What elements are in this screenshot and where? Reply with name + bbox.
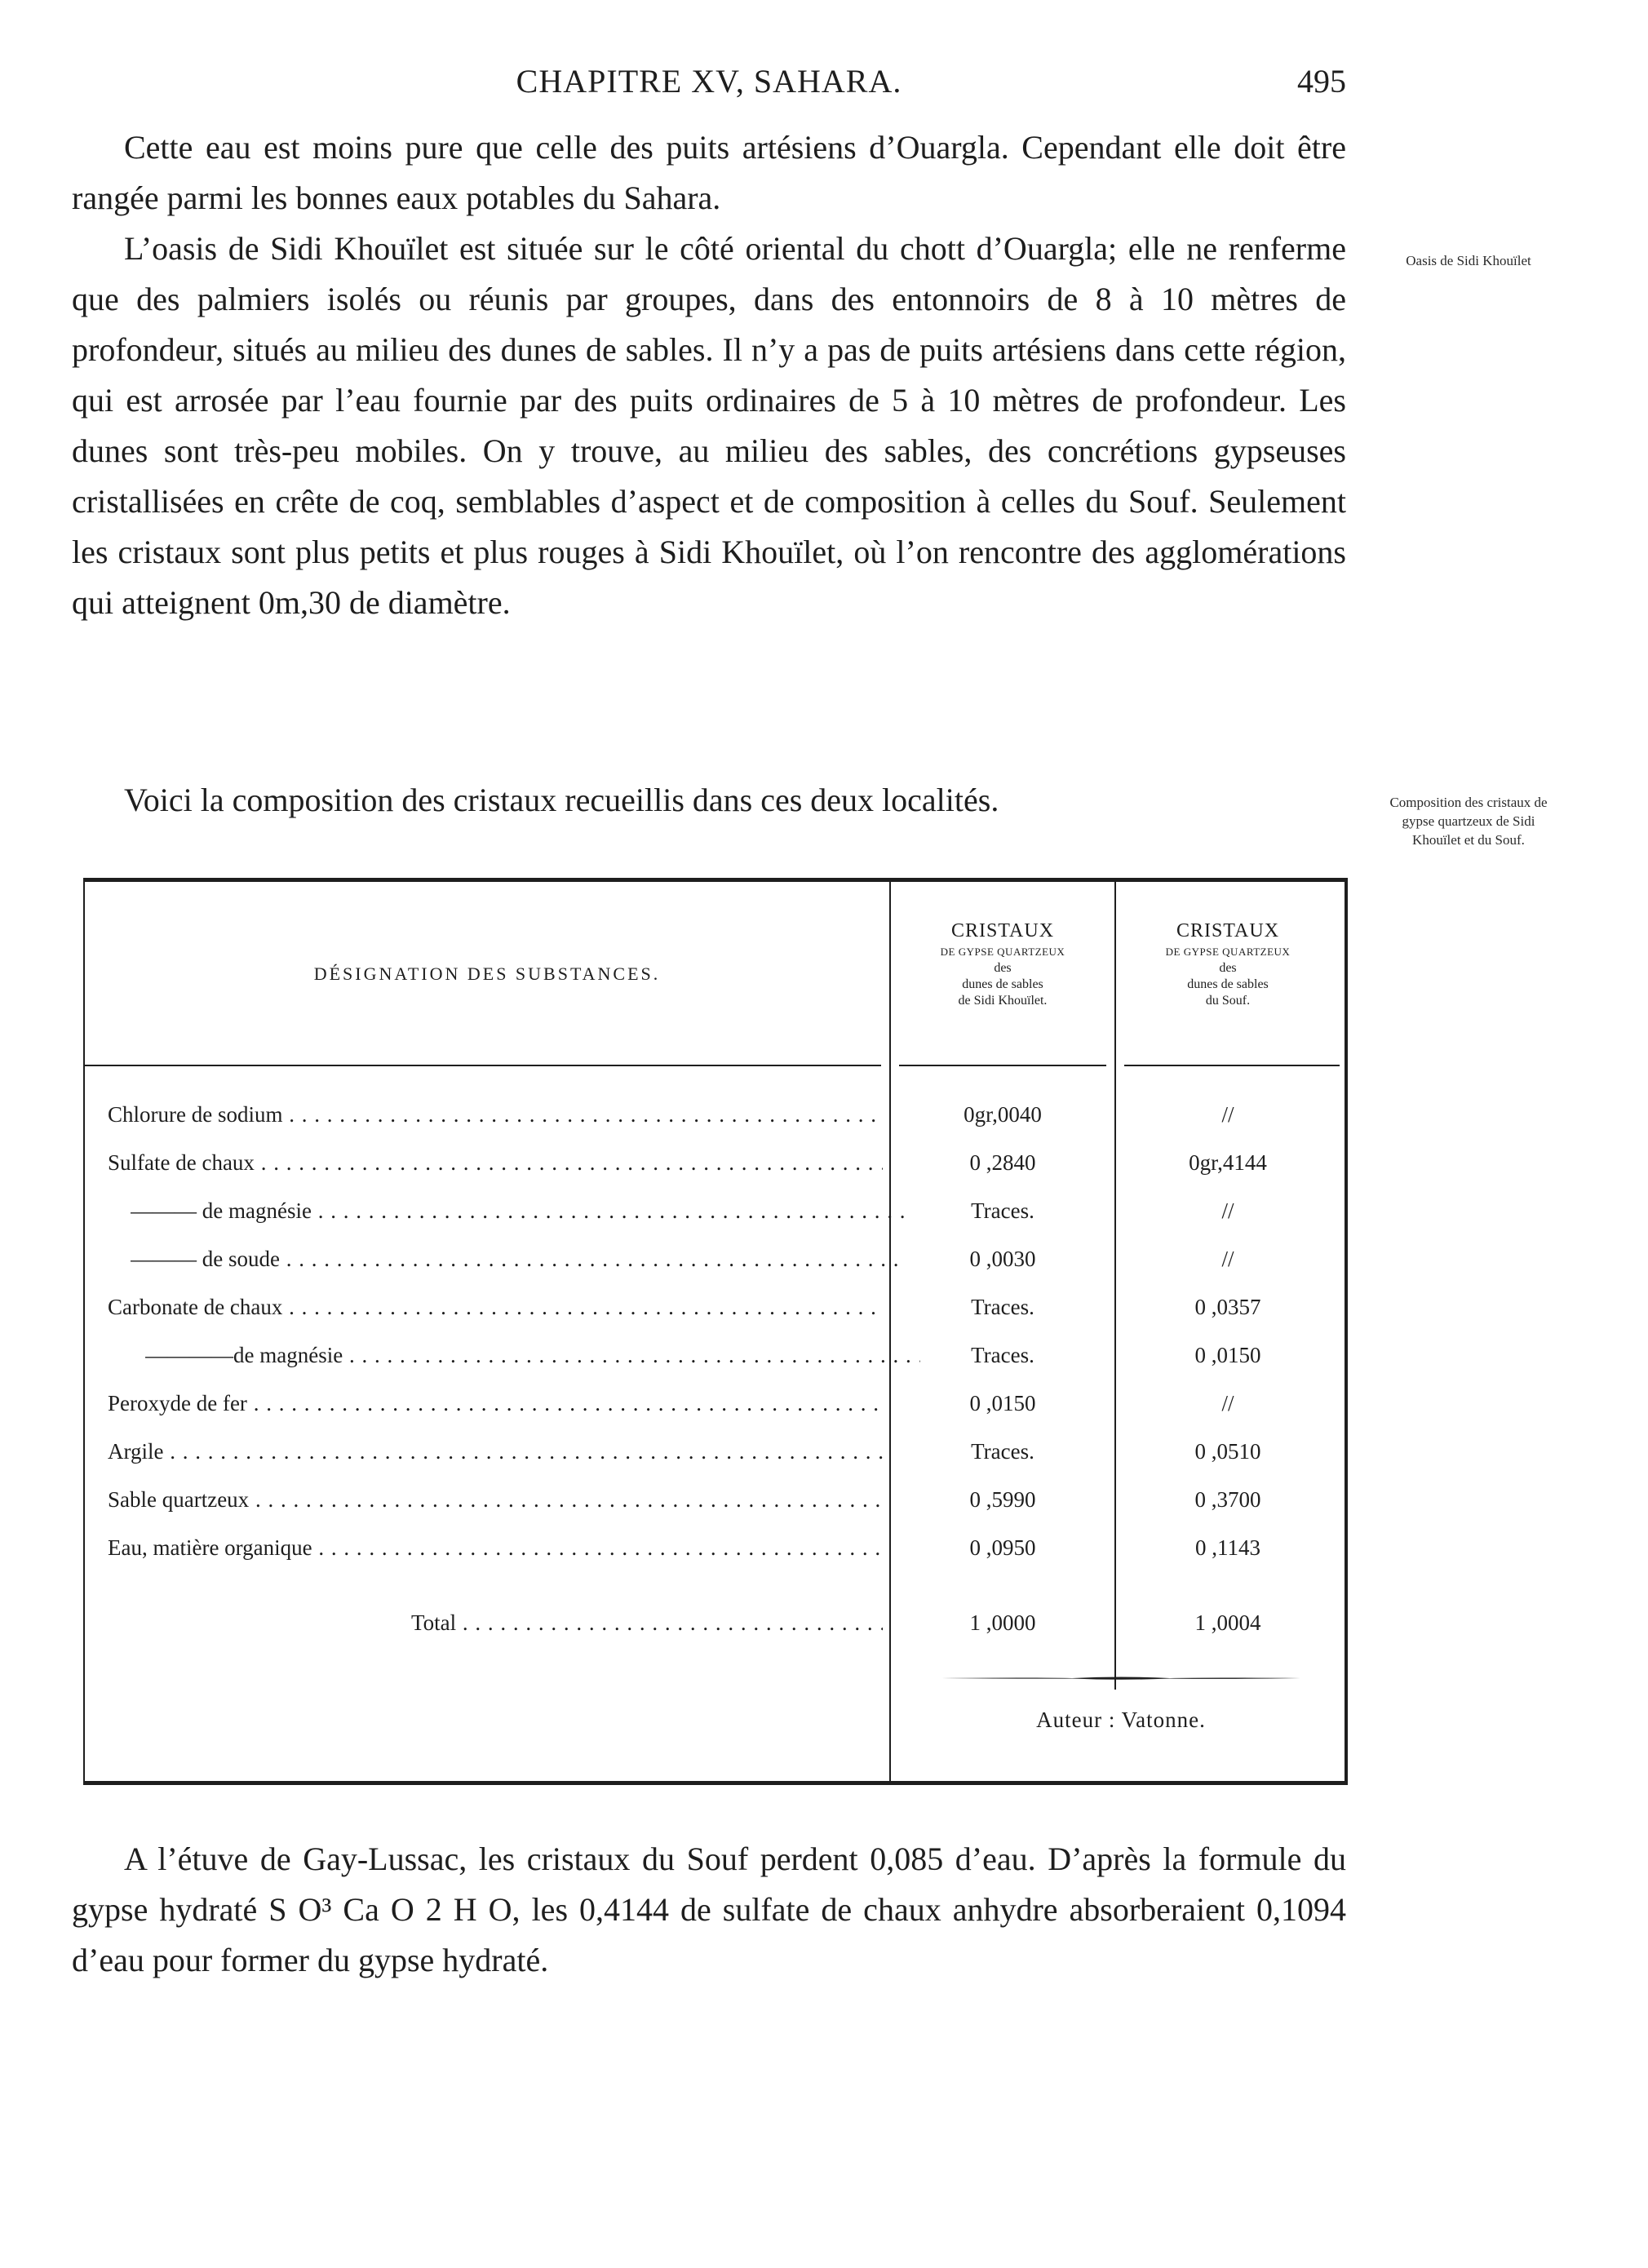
col2-line5: du Souf. xyxy=(1205,994,1251,1008)
conclusion-text xyxy=(72,1834,1346,1986)
row-label: Sable quartzeux . . . xyxy=(108,1487,883,1513)
ornamental-rule xyxy=(941,1676,1300,1681)
table-row xyxy=(85,1439,1349,1482)
row-label: Peroxyde de fer . . . xyxy=(108,1391,883,1416)
col2-subtitle: DE GYPSE QUARTZEUX xyxy=(1165,946,1291,958)
row-value-souf: 0 ,0150 xyxy=(1194,1343,1261,1367)
margin-note-oasis: Oasis de Sidi Khouïlet xyxy=(1406,253,1531,268)
col1-subtitle: DE GYPSE QUARTZEUX xyxy=(940,946,1065,958)
table-row xyxy=(85,1487,1349,1530)
col1-line5: de Sidi Khouïlet. xyxy=(958,994,1048,1008)
paragraph-4: A l’étuve de Gay-Lussac, les cristaux du Souf perdent 0,085 d’eau. D’après la formule du gypse hydraté S O³ Ca O 2 H O, les 0,4144 de sulfate de chaux anhydre absorberaient 0,1094 d’eau pour former du gypse hydraté. xyxy=(72,1841,1346,1978)
row-label: ——— de magnésie . . . xyxy=(131,1198,906,1224)
table-row xyxy=(85,1102,1349,1145)
row-value-sidi: 0 ,2840 xyxy=(969,1150,1036,1175)
row-value-souf: 0gr,4144 xyxy=(1189,1150,1267,1175)
total-label: Total . . . xyxy=(411,1610,883,1636)
page-number: 495 xyxy=(1297,63,1346,100)
row-value-souf: 0 ,3700 xyxy=(1194,1487,1261,1512)
col2-line4: dunes de sables xyxy=(1187,977,1269,991)
header-rule-1 xyxy=(85,1065,881,1066)
col1-line3: des xyxy=(994,961,1012,975)
row-value-souf: 0 ,0510 xyxy=(1194,1439,1261,1464)
composition-table xyxy=(83,878,1348,1785)
table-row xyxy=(85,1295,1349,1337)
chapter-title: CHAPITRE XV, SAHARA. xyxy=(516,63,902,100)
col2-line3: des xyxy=(1219,961,1237,975)
margin-note-composition: Composition des cristaux de gypse quartzeux de Sidi Khouïlet et du Souf. xyxy=(1389,795,1548,848)
table-row xyxy=(85,1150,1349,1193)
header-column-souf xyxy=(1118,918,1338,1009)
header-column-sidi-khouilet xyxy=(893,918,1113,1009)
intro-text xyxy=(72,122,1346,628)
header-rule-2 xyxy=(899,1065,1106,1066)
total-value-sidi: 1 ,0000 xyxy=(969,1610,1036,1635)
table-intro-text xyxy=(72,775,1346,826)
row-value-sidi: Traces. xyxy=(971,1343,1034,1367)
table-author: Auteur : Vatonne. xyxy=(1036,1708,1206,1732)
row-label: Sulfate de chaux . . . xyxy=(108,1150,883,1176)
row-label: Chlorure de sodium . . . xyxy=(108,1102,883,1127)
row-value-souf: 0 ,0357 xyxy=(1194,1295,1261,1319)
table-row xyxy=(85,1247,1349,1289)
paragraph-1: Cette eau est moins pure que celle des puits artésiens d’Ouargla. Cependant elle doit être rangée parmi les bonnes eaux potables du Sahara. xyxy=(72,129,1346,216)
row-value-sidi: Traces. xyxy=(971,1198,1034,1223)
row-label: ——— de soude . . . xyxy=(131,1247,906,1272)
row-value-souf: // xyxy=(1221,1102,1234,1127)
row-label: Eau, matière organique . . . xyxy=(108,1535,883,1561)
table-row xyxy=(85,1198,1349,1241)
paragraph-3: Voici la composition des cristaux recueillis dans ces deux localités. xyxy=(124,782,999,818)
row-value-sidi: 0 ,0150 xyxy=(969,1391,1036,1415)
row-label: Argile . . . xyxy=(108,1439,883,1464)
table-row xyxy=(85,1343,1349,1385)
row-value-souf: // xyxy=(1221,1391,1234,1415)
row-value-sidi: 0 ,0030 xyxy=(969,1247,1036,1271)
row-label: ————de magnésie . . . xyxy=(145,1343,920,1368)
header-designation: DÉSIGNATION DES SUBSTANCES. xyxy=(313,963,661,984)
row-label: Carbonate de chaux . . . xyxy=(108,1295,883,1320)
row-value-sidi: 0 ,5990 xyxy=(969,1487,1036,1512)
row-value-sidi: Traces. xyxy=(971,1295,1034,1319)
table-total-row xyxy=(85,1610,1349,1653)
col1-title: CRISTAUX xyxy=(950,920,1055,941)
row-value-souf: // xyxy=(1221,1198,1234,1223)
table-row xyxy=(85,1535,1349,1578)
row-value-sidi: 0gr,0040 xyxy=(964,1102,1042,1127)
col1-line4: dunes de sables xyxy=(962,977,1043,991)
table-row xyxy=(85,1391,1349,1433)
row-value-souf: // xyxy=(1221,1247,1234,1271)
total-value-souf: 1 ,0004 xyxy=(1194,1610,1261,1635)
paragraph-2: L’oasis de Sidi Khouïlet est située sur le côté oriental du chott d’Ouargla; elle ne renferme que des palmiers isolés ou réunis par groupes, dans des entonnoirs de 8 à 10 mètres de profondeur, situés au milieu des dunes de sables. Il n’y a pas de puits artésiens dans cette région, qui est arrosée par l’eau fournie par des puits ordinaires de 5 à 10 mètres de profondeur. Les dunes sont très-peu mobiles. On y trouve, au milieu des sables, des concrétions gypseuses cristallisées en crête de coq, semblables d’aspect et de composition à celles du Souf. Seulement les cristaux sont plus petits et plus rouges à Sidi Khouïlet, où l’on rencontre des agglomérations qui atteignent 0m,30 de diamètre. xyxy=(72,230,1346,621)
header-rule-3 xyxy=(1124,1065,1340,1066)
row-value-souf: 0 ,1143 xyxy=(1195,1535,1260,1560)
row-value-sidi: Traces. xyxy=(971,1439,1034,1464)
col2-title: CRISTAUX xyxy=(1176,920,1280,941)
row-value-sidi: 0 ,0950 xyxy=(969,1535,1036,1560)
page-header xyxy=(72,62,1346,103)
